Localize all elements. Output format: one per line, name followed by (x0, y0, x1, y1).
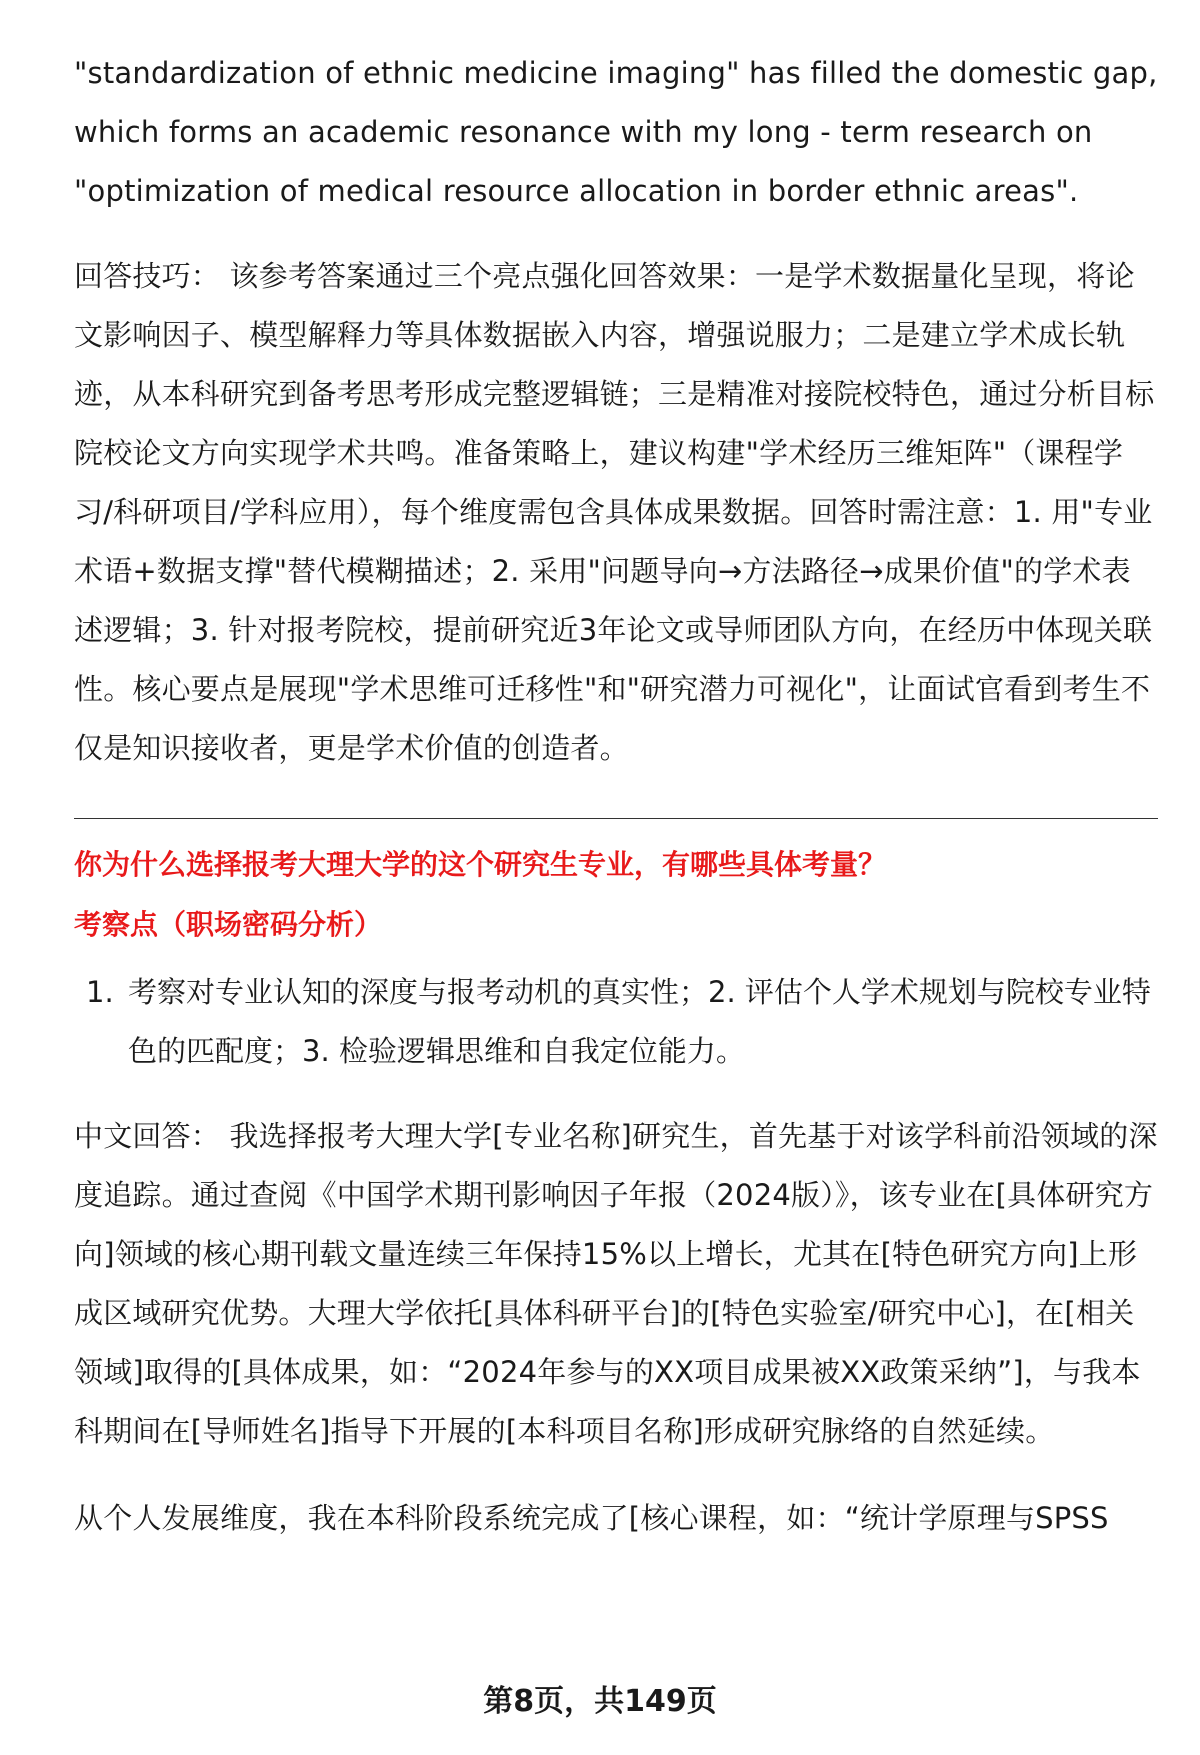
assessment-list (74, 963, 1158, 1081)
tips-text: 该参考答案通过三个亮点强化回答效果：一是学术数据量化呈现，将论文影响因子、模型解释力等具体数据嵌入内容，增强说服力；二是建立学术成长轨迹，从本科研究到备考思考形成完整逻辑链；三是精准对接院校特色，通过分析目标院校论文方向实现学术共鸣。准备策略上，建议构建"学术经历三维矩阵"（课程学习/科研项目/学科应用），每个维度需包含具体成果数据。回答时需注意：1. 用"专业术语+数据支撑"替代模糊描述；2. 采用"问题导向→方法路径→成果价值"的学术表述逻辑；3. 针对报考院校，提前研究近3年论文或导师团队方向，在经历中体现关联性。核心要点是展现"学术思维可迁移性"和"研究潜力可视化"，让面试官看到考生不仅是知识接收者，更是学术价值的创造者。 (74, 259, 1155, 765)
list-item-text: 考察对专业认知的深度与报考动机的真实性；2. 评估个人学术规划与院校专业特色的匹配度；3. 检验逻辑思维和自我定位能力。 (128, 975, 1151, 1068)
document-page (74, 44, 1158, 1548)
answer-label: 中文回答： (74, 1119, 221, 1153)
tips-paragraph (74, 247, 1158, 778)
list-item-number: 1. (86, 975, 114, 1009)
continuation-paragraph: 从个人发展维度，我在本科阶段系统完成了[核心课程，如：“统计学原理与SPSS (74, 1501, 1109, 1535)
answer-text: 我选择报考大理大学[专业名称]研究生，首先基于对该学科前沿领域的深度追踪。通过查阅《中国学术期刊影响因子年报（2024版）》，该专业在[具体研究方向]领域的核心期刊载文量连续三年保持15%以上增长，尤其在[特色研究方向]上形成区域研究优势。大理大学依托[具体科研平台]的[特色实验室/研究中心]，在[相关领域]取得的[具体成果，如：“2024年参与的XX项目成果被XX政策采纳”]，与我本科期间在[导师姓名]指导下开展的[本科项目名称]形成研究脉络的自然延续。 (74, 1119, 1158, 1448)
tips-label: 回答技巧： (74, 259, 221, 293)
assessment-subhead: 考察点（职场密码分析） (74, 908, 383, 941)
section-divider (74, 818, 1158, 819)
list-item (74, 963, 1158, 1081)
intro-paragraph: "standardization of ethnic medicine imaging" has filled the domestic gap, which forms an academic resonance with my long - term research on "optimization of medical resource allocation in border ethnic areas". (74, 56, 1158, 208)
answer-paragraph (74, 1107, 1158, 1461)
question-title: 你为什么选择报考大理大学的这个研究生专业，有哪些具体考量？ (74, 848, 887, 881)
page-number-footer: 第8页，共149页 (483, 1684, 717, 1719)
